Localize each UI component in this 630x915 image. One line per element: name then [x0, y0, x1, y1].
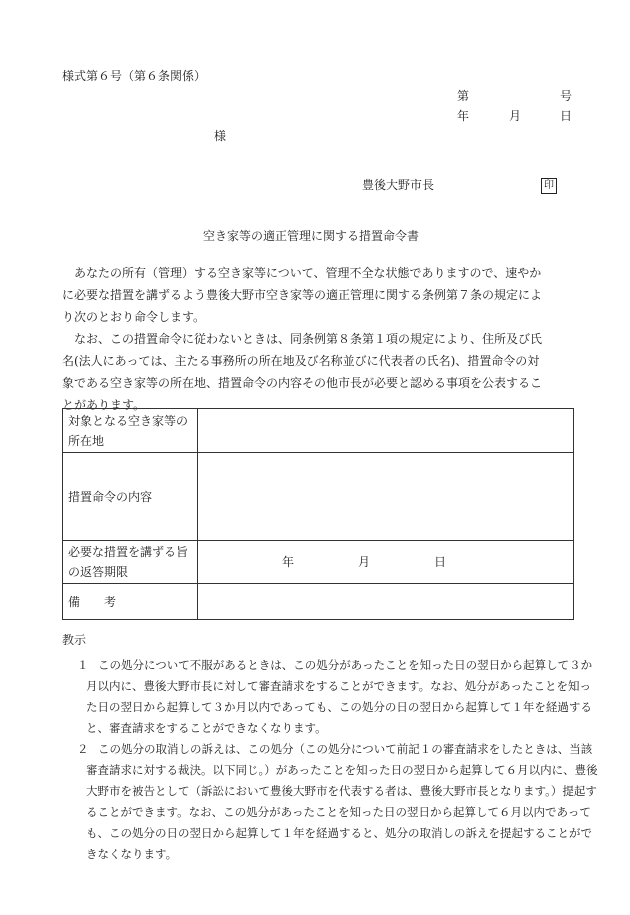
table-row [63, 584, 574, 620]
deadline-day: 日 [434, 555, 447, 569]
seal-mark: 印 [541, 178, 557, 194]
table-row [63, 453, 574, 541]
notice-line: ることができます。なお、この処分があったことを知った日の翌日から起算して６月以内であって [86, 805, 591, 819]
body-line: とがあります。 [62, 398, 146, 412]
deadline-year: 年 [282, 555, 295, 569]
notice-line: 審査請求に対する裁決。以下同じ。）があったことを知った日の翌日から起算して６月以内に、豊後 [86, 763, 598, 777]
body-line: なお、この措置命令に従わないときは、同条例第８条第１項の規定により、住所及び氏 [74, 332, 543, 346]
notice-line: も、この処分の日の翌日から起算して１年を経過すると、処分の取消しの訴えを提起することがで [86, 826, 592, 840]
notice-line: と、審査請求をすることができなくなります。 [86, 721, 327, 735]
document-title: 空き家等の適正管理に関する措置命令書 [203, 229, 420, 243]
body-line: あなたの所有（管理）する空き家等について、管理不全な状態でありますので、速やか [74, 266, 542, 280]
notice-line: た日の翌日から起算して３か月以内であっても、この処分の日の翌日から起算して１年を経過する [86, 700, 592, 714]
value-target-location[interactable] [198, 409, 574, 453]
date-month: 月 [509, 109, 522, 123]
notice-item-number: １ [77, 658, 89, 672]
document-number-prefix: 第 [457, 89, 470, 103]
notice-item-number: ２ [77, 742, 89, 756]
value-remarks[interactable] [198, 584, 574, 620]
value-order-content[interactable] [198, 453, 574, 541]
body-line: り次のとおり命令します。 [62, 310, 206, 324]
body-line: 名(法人にあっては、主たる事務所の所在地及び名称並びに代表者の氏名)、措置命令の対 [62, 354, 540, 368]
notice-line: 月以内に、豊後大野市長に対して審査請求をすることができます。なお、処分があったことを知っ [86, 679, 591, 693]
date-day: 日 [560, 109, 573, 123]
date-year: 年 [457, 109, 470, 123]
label-target-location: 対象となる空き家等の 所在地 [63, 409, 198, 453]
notice-line: この処分について不服があるときは、この処分があったことを知った日の翌日から起算して３か [98, 658, 593, 672]
notice-line: きなくなります。 [86, 847, 178, 861]
table-row [63, 541, 574, 584]
table-row [63, 409, 574, 453]
body-line: に必要な措置を講ずるよう豊後大野市空き家等の適正管理に関する条例第７条の規定によ [62, 288, 543, 302]
notice-line: この処分の取消しの訴えは、この処分（この処分について前記１の審査請求をしたときは、当該 [98, 742, 593, 756]
notice-heading: 教示 [62, 633, 87, 647]
addressee-honorific: 様 [214, 129, 227, 143]
value-reply-deadline[interactable] [198, 541, 574, 584]
form-number: 様式第６号（第６条関係） [62, 69, 207, 83]
document-number-suffix: 号 [560, 89, 573, 103]
notice-line: 大野市を被告として（訴訟において豊後大野市を代表する者は、豊後大野市長となります。）提起す [86, 784, 597, 798]
label-remarks: 備 考 [63, 584, 198, 620]
body-line: 象である空き家等の所在地、措置命令の内容その他市長が必要と認める事項を公表するこ [62, 376, 543, 390]
label-order-content: 措置命令の内容 [63, 453, 198, 541]
deadline-month: 月 [358, 555, 371, 569]
body-paragraph-1 [62, 262, 580, 328]
body-paragraph-2 [62, 328, 580, 416]
order-details-table [62, 408, 574, 620]
label-reply-deadline: 必要な措置を講ずる旨 の返答期限 [63, 541, 198, 584]
issuer-name: 豊後大野市長 [362, 178, 435, 192]
